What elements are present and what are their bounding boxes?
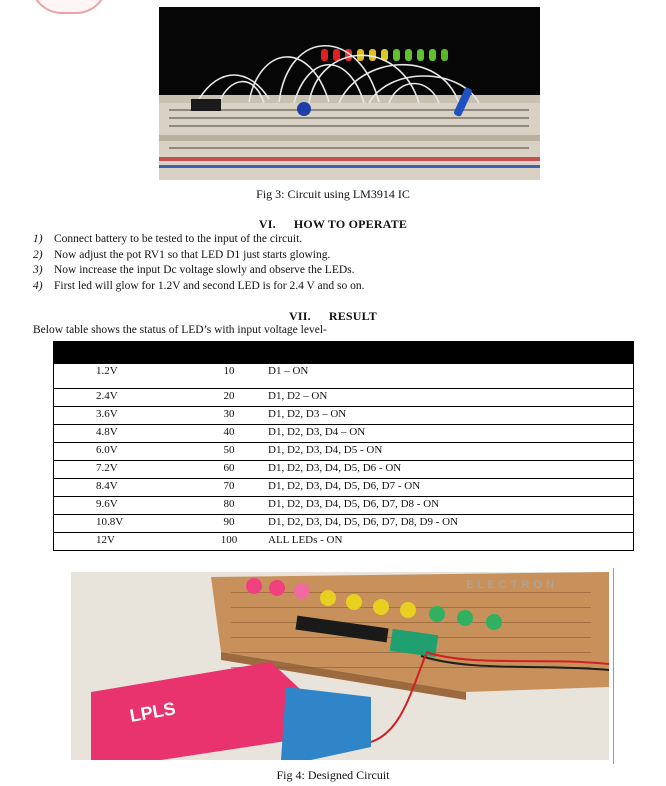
table-row: 4.8V 40 D1, D2, D3, D4 – ON [54, 424, 633, 442]
section-heading-result [0, 309, 666, 324]
watermark-text: ELECTRON [466, 579, 558, 591]
table-header-bar [54, 342, 633, 364]
circuit-photo-breadboard [159, 7, 540, 180]
led-status-table [53, 341, 634, 551]
table-row: 3.6V 30 D1, D2, D3 – ON [54, 406, 633, 424]
table-row: 2.4V 20 D1, D2 – ON [54, 388, 633, 406]
figure-3-caption: Fig 3: Circuit using LM3914 IC [256, 187, 410, 201]
list-item: 3) Now increase the input Dc voltage slowly and observe the LEDs. [33, 264, 355, 276]
svg-text:LPLS: LPLS [128, 698, 178, 726]
section-heading-how-to-operate [0, 217, 666, 232]
section-title: RESULT [328, 309, 377, 323]
section-number: VII. [289, 309, 311, 323]
table-row: 7.2V 60 D1, D2, D3, D4, D5, D6 - ON [54, 460, 633, 478]
table-row: 6.0V 50 D1, D2, D3, D4, D5 - ON [54, 442, 633, 460]
table-row: 10.8V 90 D1, D2, D3, D4, D5, D6, D7, D8, D9 - ON [54, 514, 633, 532]
page-edge-line [613, 568, 614, 764]
operation-steps-list [33, 232, 633, 294]
section-title: HOW TO OPERATE [293, 217, 408, 231]
table-row: 8.4V 70 D1, D2, D3, D4, D5, D6, D7 - ON [54, 478, 633, 496]
table-row: 1.2V 10 D1 – ON [96, 365, 309, 377]
section-number: VI. [258, 217, 276, 231]
list-item: 1) Connect battery to be tested to the input of the circuit. [33, 233, 303, 245]
table-row: 9.6V 80 D1, D2, D3, D4, D5, D6, D7, D8 - ON [54, 496, 633, 514]
logo-fragment [30, 0, 108, 14]
designed-circuit-photo [71, 572, 609, 760]
table-intro-text: Below table shows the status of LED’s with input voltage level- [33, 324, 327, 336]
table-row: 12V 100 ALL LEDs - ON [54, 532, 633, 550]
list-item: 2) Now adjust the pot RV1 so that LED D1 just starts glowing. [33, 248, 331, 261]
list-item: 4) First led will glow for 1.2V and second LED is for 2.4 V and so on. [33, 279, 365, 292]
figure-4-caption: Fig 4: Designed Circuit [276, 768, 390, 782]
